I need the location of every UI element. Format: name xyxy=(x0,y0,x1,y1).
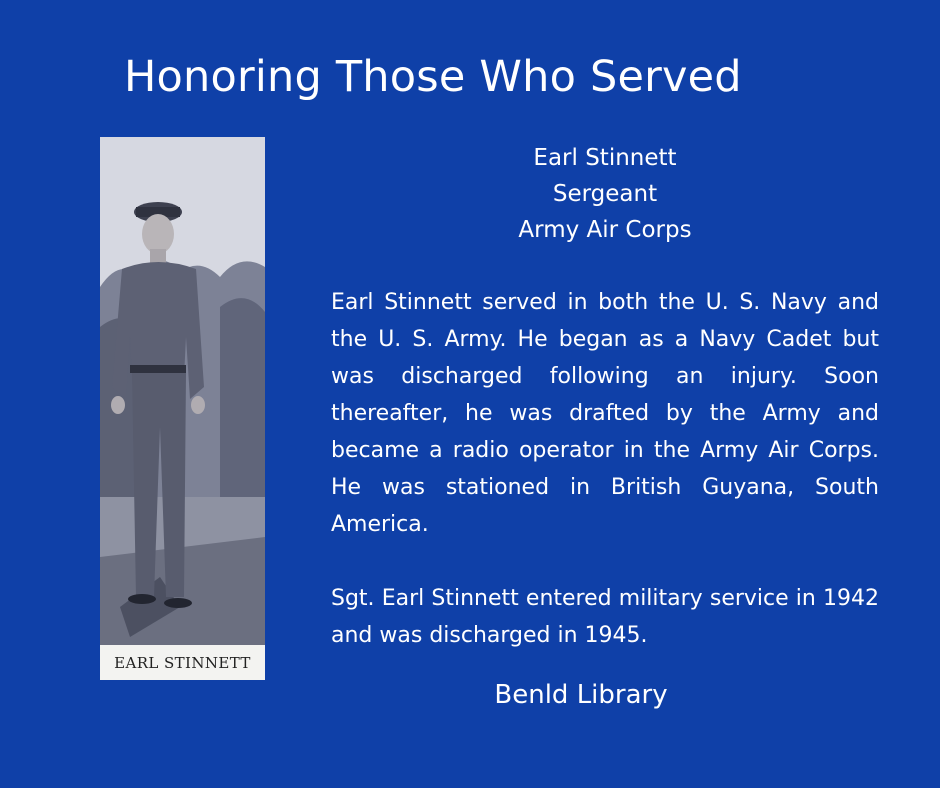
bio-paragraph: Earl Stinnett served in both the U. S. Navy and the U. S. Army. He began as a Navy Cadet but was discharged following an injury. Soon thereafter, he was drafted by the Army and became a radio operator in the Army Air Corps. He was stationed in British Guyana, South America. xyxy=(331,290,879,537)
biography xyxy=(331,284,879,654)
soldier-photo xyxy=(100,137,265,680)
person-branch: Army Air Corps xyxy=(518,217,692,243)
soldier-portrait-image xyxy=(100,137,265,645)
person-rank: Sergeant xyxy=(552,181,658,207)
person-name: Earl Stinnett xyxy=(533,145,677,171)
service-info xyxy=(331,140,879,248)
bio-paragraph: Sgt. Earl Stinnett entered military service in 1942 and was discharged in 1945. xyxy=(331,586,879,648)
photo-caption: EARL STINNETT xyxy=(100,645,265,680)
page-title: Honoring Those Who Served xyxy=(124,52,742,102)
library-name: Benld Library xyxy=(494,680,668,710)
